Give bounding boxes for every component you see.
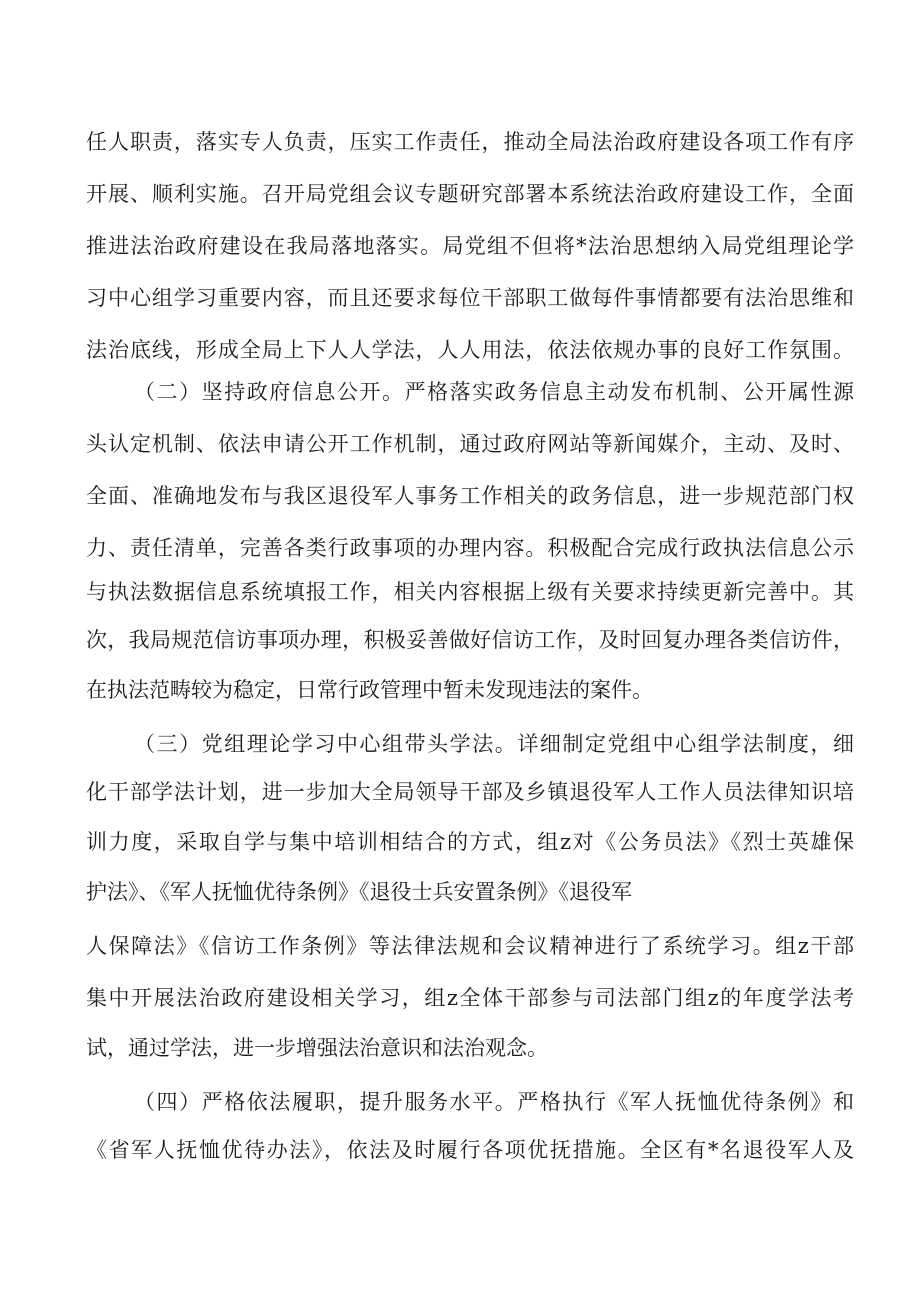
paragraph-line: 力、责任清单，完善各类行政事项的办理内容。积极配合完成行政执法信息公示	[86, 536, 854, 560]
paragraph-line: 全面、准确地发布与我区退役军人事务工作相关的政务信息，进一步规范部门权	[86, 484, 854, 508]
paragraph-line: 在执法范畴较为稳定，日常行政管理中暂未发现违法的案件。	[86, 678, 653, 702]
paragraph-line: 任人职责，落实专人负责，压实工作责任，推动全局法治政府建设各项工作有序	[86, 130, 854, 154]
paragraph-line: 集中开展法治政府建设相关学习，组z全体干部参与司法部门组z的年度学法考	[86, 986, 854, 1010]
paragraph-line: 训力度，采取自学与集中培训相结合的方式，组z对《公务员法》《烈士英雄保	[86, 830, 854, 854]
paragraph-line: 化干部学法计划，进一步加大全局领导干部及乡镇退役军人工作人员法律知识培	[86, 780, 854, 804]
section-heading-line: （三）党组理论学习中心组带头学法。详细制定党组中心组学法制度，细	[134, 732, 854, 756]
paragraph-line: 推进法治政府建设在我局落地落实。局党组不但将*法治思想纳入局党组理论学	[86, 234, 854, 258]
section-heading-line: （四）严格依法履职，提升服务水平。严格执行《军人抚恤优待条例》和	[134, 1090, 854, 1114]
paragraph-line: 护法》、《军人抚恤优待条例》《退役士兵安置条例》《退役军	[86, 880, 632, 904]
paragraph-line: 与执法数据信息系统填报工作，相关内容根据上级有关要求持续更新完善中。其	[86, 580, 854, 604]
paragraph-line: 次，我局规范信访事项办理，积极妥善做好信访工作，及时回复办理各类信访件，	[86, 628, 854, 652]
paragraph-line: 头认定机制、依法申请公开工作机制，通过政府网站等新闻媒介，主动、及时、	[86, 432, 854, 456]
paragraph-line: 人保障法》《信访工作条例》等法律法规和会议精神进行了系统学习。组z干部	[86, 934, 854, 958]
paragraph-line: 法治底线，形成全局上下人人学法，人人用法，依法依规办事的良好工作氛围。	[86, 338, 854, 362]
section-heading-line: （二）坚持政府信息公开。严格落实政务信息主动发布机制、公开属性源	[134, 380, 854, 404]
paragraph-line: 开展、顺利实施。召开局党组会议专题研究部署本系统法治政府建设工作，全面	[86, 182, 854, 206]
paragraph-line: 习中心组学习重要内容，而且还要求每位干部职工做每件事情都要有法治思维和	[86, 286, 854, 310]
paragraph-line: 《省军人抚恤优待办法》，依法及时履行各项优抚措施。全区有*名退役军人及	[86, 1138, 854, 1162]
paragraph-line: 试，通过学法，进一步增强法治意识和法治观念。	[86, 1036, 548, 1060]
